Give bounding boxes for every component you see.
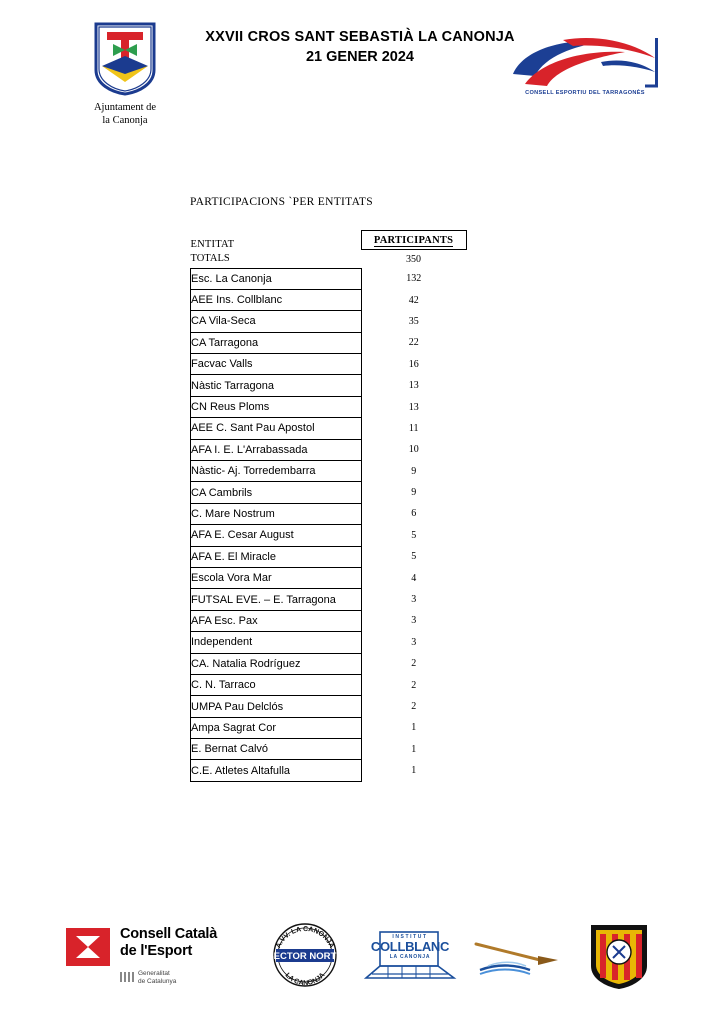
entity-name: Nàstic- Aj. Torredembarra bbox=[191, 461, 362, 482]
entity-count: 5 bbox=[411, 551, 417, 563]
entity-count: 9 bbox=[411, 487, 417, 499]
entity-count: 1 bbox=[411, 743, 417, 755]
generalitat-bars-icon bbox=[120, 969, 134, 979]
entity-name: C. Mare Nostrum bbox=[191, 503, 362, 524]
cce-title bbox=[120, 926, 217, 961]
institut-collblanc-logo bbox=[358, 926, 462, 984]
entity-count: 4 bbox=[411, 572, 417, 584]
table-row bbox=[191, 696, 467, 717]
table-row bbox=[191, 717, 467, 738]
table-row bbox=[191, 396, 467, 417]
document-header bbox=[0, 0, 724, 150]
totals-value: 350 bbox=[406, 253, 421, 265]
table-row bbox=[191, 567, 467, 588]
entity-count: 11 bbox=[408, 422, 419, 434]
entity-name: Facvac Valls bbox=[191, 354, 362, 375]
svg-text:SECTOR NORTE: SECTOR NORTE bbox=[267, 951, 343, 962]
entity-name: CA Vila-Seca bbox=[191, 311, 362, 332]
table-row bbox=[191, 375, 467, 396]
table-row bbox=[191, 632, 467, 653]
crest-caption bbox=[70, 101, 180, 127]
crest-caption-line1: Ajuntament de bbox=[93, 102, 157, 113]
entity-count: 16 bbox=[408, 358, 419, 370]
entity-name: Nàstic Tarragona bbox=[191, 375, 362, 396]
crest-caption-line2: la Canonja bbox=[102, 115, 148, 127]
entity-name: E. Bernat Calvó bbox=[191, 739, 362, 760]
entity-count: 2 bbox=[411, 658, 417, 670]
entity-name: CA Tarragona bbox=[191, 332, 362, 353]
table-row bbox=[191, 503, 467, 524]
table-row bbox=[191, 589, 467, 610]
table-row bbox=[191, 546, 467, 567]
column-header-participants-label: PARTICIPANTS bbox=[373, 234, 454, 246]
title-line-2: 21 GENER 2024 bbox=[305, 48, 414, 65]
avv-sector-nord-logo bbox=[262, 922, 348, 988]
cet-caption: CONSELL ESPORTIU DEL TARRAGONÈS bbox=[525, 90, 645, 96]
entity-count: 22 bbox=[408, 337, 419, 349]
entity-name: Independent bbox=[191, 632, 362, 653]
entity-name: AFA E. Cesar August bbox=[191, 525, 362, 546]
table-row bbox=[191, 525, 467, 546]
table-body bbox=[191, 231, 467, 782]
entity-name: AFA I. E. L'Arrabassada bbox=[191, 439, 362, 460]
column-header-entitat: ENTITAT bbox=[190, 238, 235, 250]
entity-count: 13 bbox=[408, 380, 419, 392]
cce-title-line2: de l'Esport bbox=[120, 943, 193, 960]
totals-label: TOTALS bbox=[190, 253, 230, 264]
rowing-club-logo-icon bbox=[470, 934, 562, 978]
report-body bbox=[190, 196, 530, 782]
entity-name: C.E. Atletes Altafulla bbox=[191, 760, 362, 781]
generalitat-line2: de Catalunya bbox=[138, 978, 177, 986]
table-row bbox=[191, 739, 467, 760]
section-title: PARTICIPACIONS `PER ENTITATS bbox=[190, 196, 373, 208]
table-row bbox=[191, 674, 467, 695]
table-header-row bbox=[191, 231, 467, 250]
generalitat-line1: Generalitat bbox=[138, 970, 170, 977]
entity-name: Esc. La Canonja bbox=[191, 268, 362, 289]
svg-text:A.VV. LA CANONJA: A.VV. LA CANONJA bbox=[275, 925, 335, 950]
entity-count: 35 bbox=[408, 315, 419, 327]
table-row bbox=[191, 332, 467, 353]
column-header-participants bbox=[361, 231, 466, 250]
club-crest-logo-icon bbox=[588, 922, 650, 990]
page-title bbox=[170, 28, 550, 67]
entity-count: 6 bbox=[411, 508, 417, 520]
entity-count: 13 bbox=[408, 401, 419, 413]
table-row bbox=[191, 268, 467, 289]
entity-count: 2 bbox=[411, 701, 417, 712]
entity-count: 3 bbox=[411, 636, 417, 648]
entity-count: 3 bbox=[411, 615, 417, 627]
sponsor-logos-footer bbox=[0, 920, 724, 998]
collblanc-location: LA CANONJA bbox=[389, 953, 431, 960]
svg-text:LA CANONJA: LA CANONJA bbox=[283, 971, 327, 988]
table-row bbox=[191, 760, 467, 781]
table-row bbox=[191, 482, 467, 503]
generalitat-caption bbox=[138, 970, 176, 986]
collblanc-name: COLLBLANC bbox=[370, 939, 450, 954]
table-row bbox=[191, 461, 467, 482]
table-row bbox=[191, 289, 467, 310]
participations-table bbox=[190, 230, 467, 782]
entity-count: 42 bbox=[408, 294, 419, 306]
collblanc-small-label: INSTITUT bbox=[392, 934, 428, 940]
coat-of-arms-icon bbox=[93, 22, 157, 96]
cce-title-line1: Consell Català bbox=[120, 926, 218, 942]
entity-name: Escola Vora Mar bbox=[191, 567, 362, 588]
entity-name: Ampa Sagrat Cor bbox=[191, 717, 362, 738]
totals-row bbox=[191, 250, 467, 269]
entity-name: AEE Ins. Collblanc bbox=[191, 289, 362, 310]
cce-mark-icon bbox=[66, 928, 110, 966]
entity-count: 1 bbox=[411, 765, 417, 777]
entity-count: 9 bbox=[411, 465, 417, 477]
title-line-1: XXVII CROS SANT SEBASTIÀ LA CANONJA bbox=[205, 29, 515, 45]
entity-name: AFA E. El Miracle bbox=[191, 546, 362, 567]
entity-name: FUTSAL EVE. – E. Tarragona bbox=[191, 589, 362, 610]
table-row bbox=[191, 354, 467, 375]
table-row bbox=[191, 418, 467, 439]
entity-name: UMPA Pau Delclós bbox=[191, 696, 362, 717]
entity-count: 2 bbox=[411, 679, 417, 691]
table-row bbox=[191, 439, 467, 460]
entity-count: 5 bbox=[411, 529, 417, 541]
table-row bbox=[191, 311, 467, 332]
entity-count: 10 bbox=[408, 444, 419, 456]
entity-name: C. N. Tarraco bbox=[191, 674, 362, 695]
municipal-crest-block bbox=[70, 22, 180, 127]
table-row bbox=[191, 610, 467, 631]
entity-name: CA Cambrils bbox=[191, 482, 362, 503]
entity-name: CA. Natalia Rodríguez bbox=[191, 653, 362, 674]
table-row bbox=[191, 653, 467, 674]
entity-count: 1 bbox=[411, 722, 417, 734]
entity-count: 3 bbox=[411, 594, 417, 606]
entity-name: AFA Esc. Pax bbox=[191, 610, 362, 631]
collblanc-text bbox=[358, 934, 462, 960]
entity-count: 132 bbox=[406, 273, 422, 285]
entity-name: CN Reus Ploms bbox=[191, 396, 362, 417]
entity-name: AEE C. Sant Pau Apostol bbox=[191, 418, 362, 439]
consell-catala-esport-logo bbox=[66, 926, 251, 986]
